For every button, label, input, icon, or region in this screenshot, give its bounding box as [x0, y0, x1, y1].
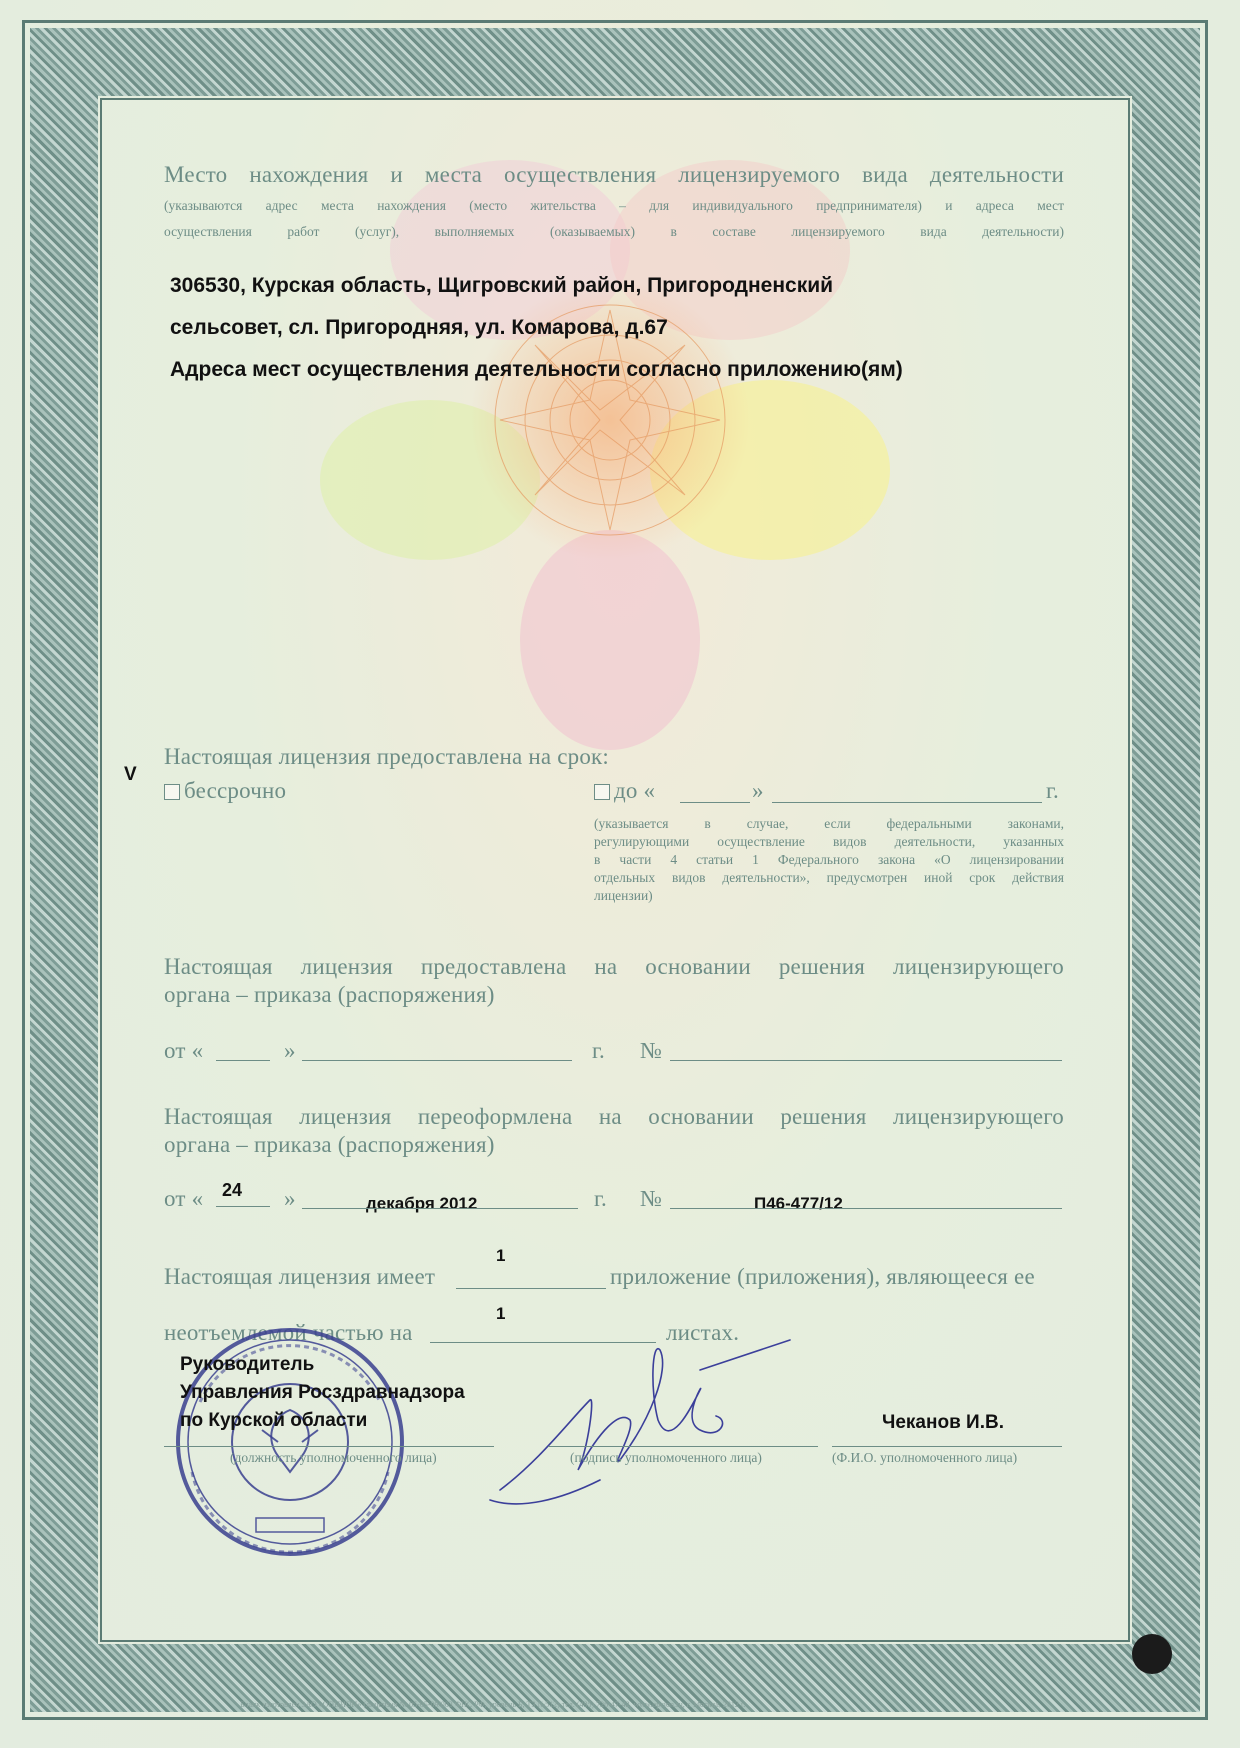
appendix-line1-suffix: приложение (приложения), являющееся ее	[610, 1264, 1035, 1289]
printer-note: Бланк изготовлен ЗАО «ОПЦИОН» (лицензия № 05-05-09/003 ФНС РФ, уровень Б, ТЗ №512) тел. (495) 726-47-42, www.opcion.ru, г. Москва, 2012 г.	[240, 1700, 746, 1709]
granted-line2: органа – приказа (распоряжения)	[164, 982, 495, 1007]
reissued-from-prefix: от «	[164, 1186, 204, 1211]
term-heading: Настоящая лицензия предоставлена на срок:	[164, 744, 609, 769]
granted-number-sign: №	[640, 1038, 663, 1063]
caption-name: (Ф.И.О. уполномоченного лица)	[832, 1450, 1018, 1465]
location-hint-line2: осуществления работ (услуг), выполняемых (оказываемых) в составе лицензируемого вида деятельности)	[164, 224, 1064, 239]
term-note-line4: отдельных видов деятельности», предусмотрен иной срок действия	[594, 870, 1064, 885]
granted-quote-close: »	[284, 1038, 296, 1063]
term-check-mark: V	[124, 764, 137, 785]
unlimited-label: бессрочно	[184, 778, 287, 803]
address-line-1: 306530, Курская область, Щигровский район, Пригородненский	[170, 274, 834, 297]
address-line-2: сельсовет, сл. Пригородняя, ул. Комарова, д.67	[170, 316, 668, 339]
granted-year-suffix: г.	[592, 1038, 605, 1063]
reissued-line2: органа – приказа (распоряжения)	[164, 1132, 495, 1157]
term-note-line3: в части 4 статьи 1 Федерального закона «О лицензировании	[594, 852, 1064, 867]
reissued-day-line	[216, 1206, 270, 1207]
reissued-number: П46-477/12	[754, 1194, 843, 1213]
until-year-suffix: г.	[1046, 778, 1059, 803]
reissued-line1: Настоящая лицензия переоформлена на основании решения лицензирующего	[164, 1104, 1064, 1129]
rosette-watermark	[300, 120, 920, 760]
reissued-year-suffix: г.	[594, 1186, 607, 1211]
term-unlimited-option	[164, 778, 286, 804]
until-month-line	[772, 802, 1042, 803]
appendix-count-line	[456, 1288, 606, 1289]
reissued-quote-close: »	[284, 1186, 296, 1211]
term-note-line1: (указывается в случае, если федеральными законами,	[594, 816, 1064, 831]
reissued-month-line	[302, 1208, 578, 1209]
appendix-line2-suffix: листах.	[666, 1320, 740, 1345]
granted-day-line	[216, 1060, 270, 1061]
granted-month-line	[302, 1060, 572, 1061]
reissued-month-year: декабря 2012	[366, 1194, 478, 1213]
unlimited-checkbox	[164, 784, 180, 800]
granted-line1: Настоящая лицензия предоставлена на основании решения лицензирующего	[164, 954, 1064, 979]
until-quote-close: »	[752, 778, 764, 803]
signatory-position-line3: по Курской области	[180, 1410, 368, 1431]
signatory-position-line2: Управления Росздравнадзора	[180, 1382, 465, 1403]
location-hint-line1: (указываются адрес места нахождения (место жительства – для индивидуального предпринимателя) и адреса мест	[164, 198, 1064, 213]
registration-hole-dot	[1132, 1634, 1172, 1674]
name-line	[832, 1446, 1062, 1447]
appendix-count: 1	[496, 1246, 506, 1265]
caption-position: (должность уполномоченного лица)	[230, 1450, 437, 1465]
term-note-line5: лицензии)	[594, 888, 653, 903]
appendix-sheets: 1	[496, 1304, 506, 1323]
until-checkbox	[594, 784, 610, 800]
appendix-line2-prefix: неотъемлемой частью на	[164, 1320, 413, 1345]
position-line	[164, 1446, 494, 1447]
reissued-day: 24	[222, 1180, 243, 1200]
address-line-3: Адреса мест осуществления деятельности согласно приложению(ям)	[170, 358, 903, 381]
granted-number-line	[670, 1060, 1062, 1061]
reissued-number-line	[670, 1208, 1062, 1209]
reissued-number-sign: №	[640, 1186, 663, 1211]
location-heading: Место нахождения и места осуществления лицензируемого вида деятельности	[164, 162, 1064, 187]
handwritten-signature	[480, 1330, 810, 1530]
signatory-name: Чеканов И.В.	[882, 1412, 1004, 1433]
until-prefix: до «	[614, 778, 656, 803]
appendix-line1-prefix: Настоящая лицензия имеет	[164, 1264, 436, 1289]
signatory-position-line1: Руководитель	[180, 1354, 315, 1375]
granted-from-prefix: от «	[164, 1038, 204, 1063]
term-until-option	[594, 778, 655, 804]
until-day-line	[680, 802, 750, 803]
term-note-line2: регулирующими осуществление видов деятельности, указанных	[594, 834, 1064, 849]
signature-line	[548, 1446, 818, 1447]
caption-signature: (подпись уполномоченного лица)	[570, 1450, 762, 1465]
